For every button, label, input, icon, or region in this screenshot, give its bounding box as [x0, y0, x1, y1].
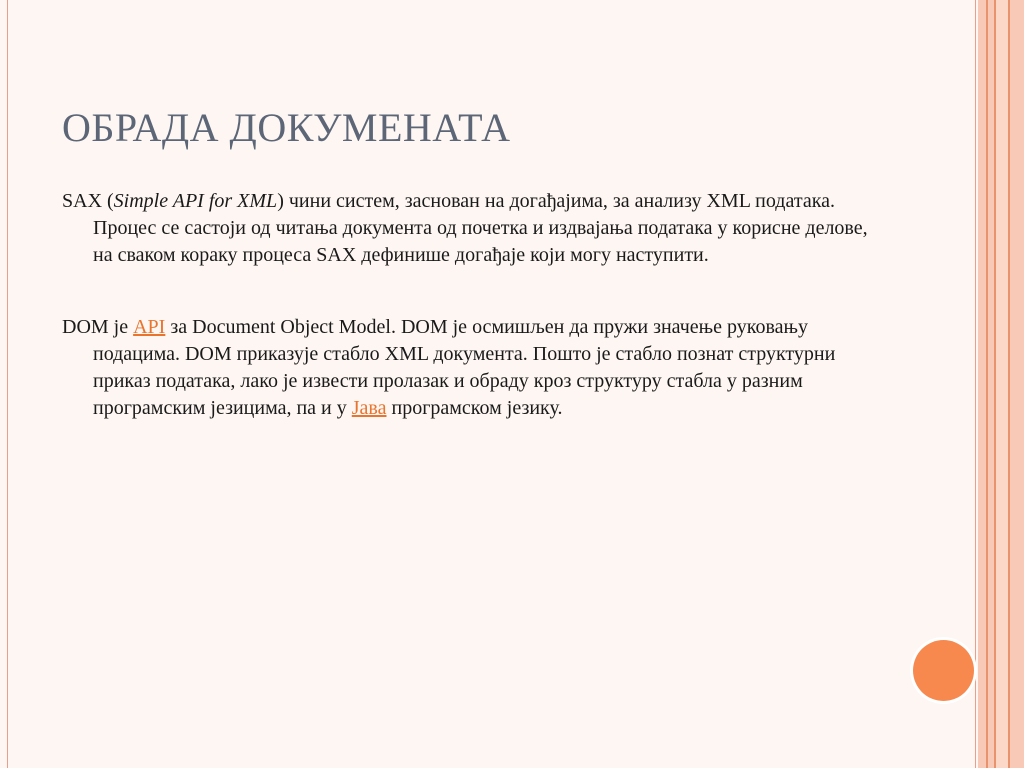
- sax-text: ) чини систем, заснован на догађајима, за анализу XML података. Процес се састоји од читања документа од почетка и издвајања података у корисне делове, на сваком кораку процеса SAX дефинише догађаје који могу наступити.: [93, 190, 868, 266]
- decorative-stripe: [996, 0, 1008, 768]
- dom-prefix: DOM је: [62, 316, 134, 338]
- java-link[interactable]: Јава: [351, 397, 387, 419]
- decorative-stripe: [1010, 0, 1024, 768]
- dom-middle: за Document Object Model. DOM је осмишљен да пружи значење руковању подацима. DOM приказује стабло XML документа. Пошто је стабло познат структурни приказ података, лако је извести пролазак и обраду кроз структуру стабла у разним програмским језицима, па и у: [93, 316, 836, 419]
- decorative-circle: [913, 640, 974, 701]
- stripe-separator: [994, 0, 996, 768]
- sax-paragraph: [62, 188, 882, 269]
- stripe-separator: [1008, 0, 1010, 768]
- sax-prefix: SAX (: [62, 190, 114, 212]
- dom-paragraph: [62, 314, 882, 422]
- slide-title: ОБРАДА ДОКУМЕНАТА: [62, 105, 511, 150]
- sax-expansion: Simple API for XML: [113, 190, 278, 212]
- slide-body: [62, 188, 882, 422]
- api-link[interactable]: API: [133, 316, 166, 338]
- dom-suffix: програмском језику.: [386, 397, 563, 419]
- decorative-stripe: [978, 0, 986, 768]
- stripe-separator: [986, 0, 988, 768]
